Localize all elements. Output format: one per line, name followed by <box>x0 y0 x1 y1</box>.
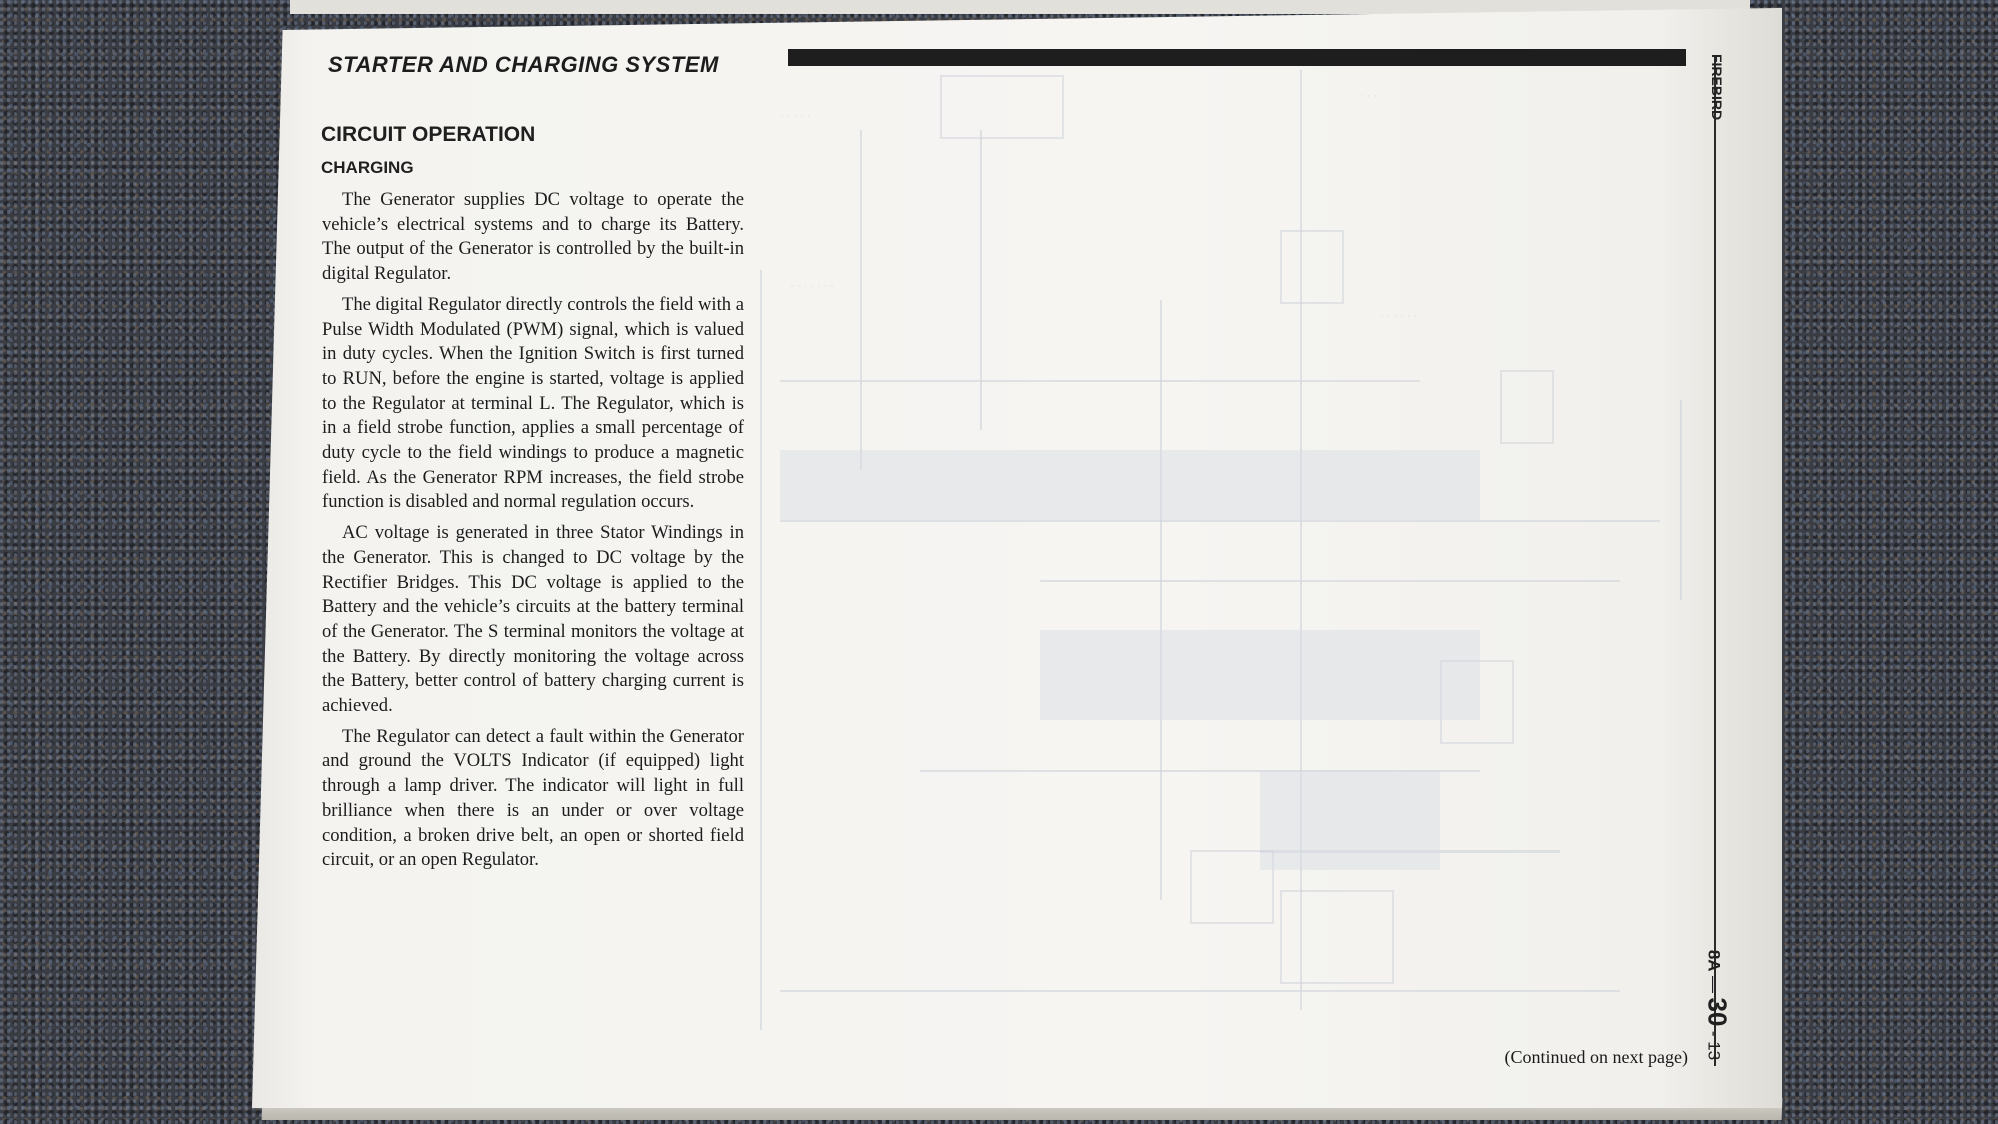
paragraph: The digital Regulator directly controls the field with a Pulse Width Modulated (PWM) signal, which is valued in duty cycles. When the Ignition Switch is first turned to RUN, before the engine is started, voltage is applied to the Regulator at terminal L. The Regulator, which is in a field strobe function, applies a small percentage of duty cycle to the field windings to produce a magnetic field. As the Generator RPM increases, the field strobe function is disabled and normal regulation occurs. <box>322 293 744 513</box>
body-text <box>322 188 744 879</box>
page-number-section: 8A <box>1704 949 1724 972</box>
side-brand-label <box>1702 48 1732 126</box>
page-header-title: STARTER AND CHARGING SYSTEM <box>328 52 719 77</box>
sub-heading: CHARGING <box>321 158 414 177</box>
side-margin-rule <box>1714 56 1716 1066</box>
paragraph: The Generator supplies DC voltage to operate the vehicle’s electrical systems and to charge its Battery. The output of the Generator is controlled by the built-in digital Regulator. <box>322 189 744 285</box>
page-number <box>1702 930 1732 1080</box>
page-number-main: 30 <box>1702 997 1733 1027</box>
header-rule <box>788 49 1686 66</box>
bleed-through-wiring-diagram: · · · · · · · · · · · · · · · · · · · · · · <box>740 70 1670 1060</box>
section-heading: CIRCUIT OPERATION <box>321 123 536 146</box>
paragraph: AC voltage is generated in three Stator Windings in the Generator. This is changed to DC voltage by the Rectifier Bridges. This DC voltage is applied to the Battery and the vehicle’s circuits at the battery terminal of the Generator. The S terminal monitors the voltage at the Battery. By directly monitoring the voltage across the Battery, better control of battery charging current is achieved. <box>322 522 744 717</box>
brand-text: FIREBIRD <box>1709 53 1725 121</box>
continued-note: (Continued on next page) <box>1504 1047 1688 1067</box>
paragraph: The Regulator can detect a fault within the Generator and ground the VOLTS Indicator (if equipped) light through a lamp driver. The indicator will light in full brilliance when there is an under or over voltage condition, a broken drive belt, an open or shorted field circuit, or an open Regulator. <box>322 725 744 871</box>
page-number-sub: - 13 <box>1704 1030 1724 1061</box>
page-number-dash: — <box>1704 976 1724 994</box>
